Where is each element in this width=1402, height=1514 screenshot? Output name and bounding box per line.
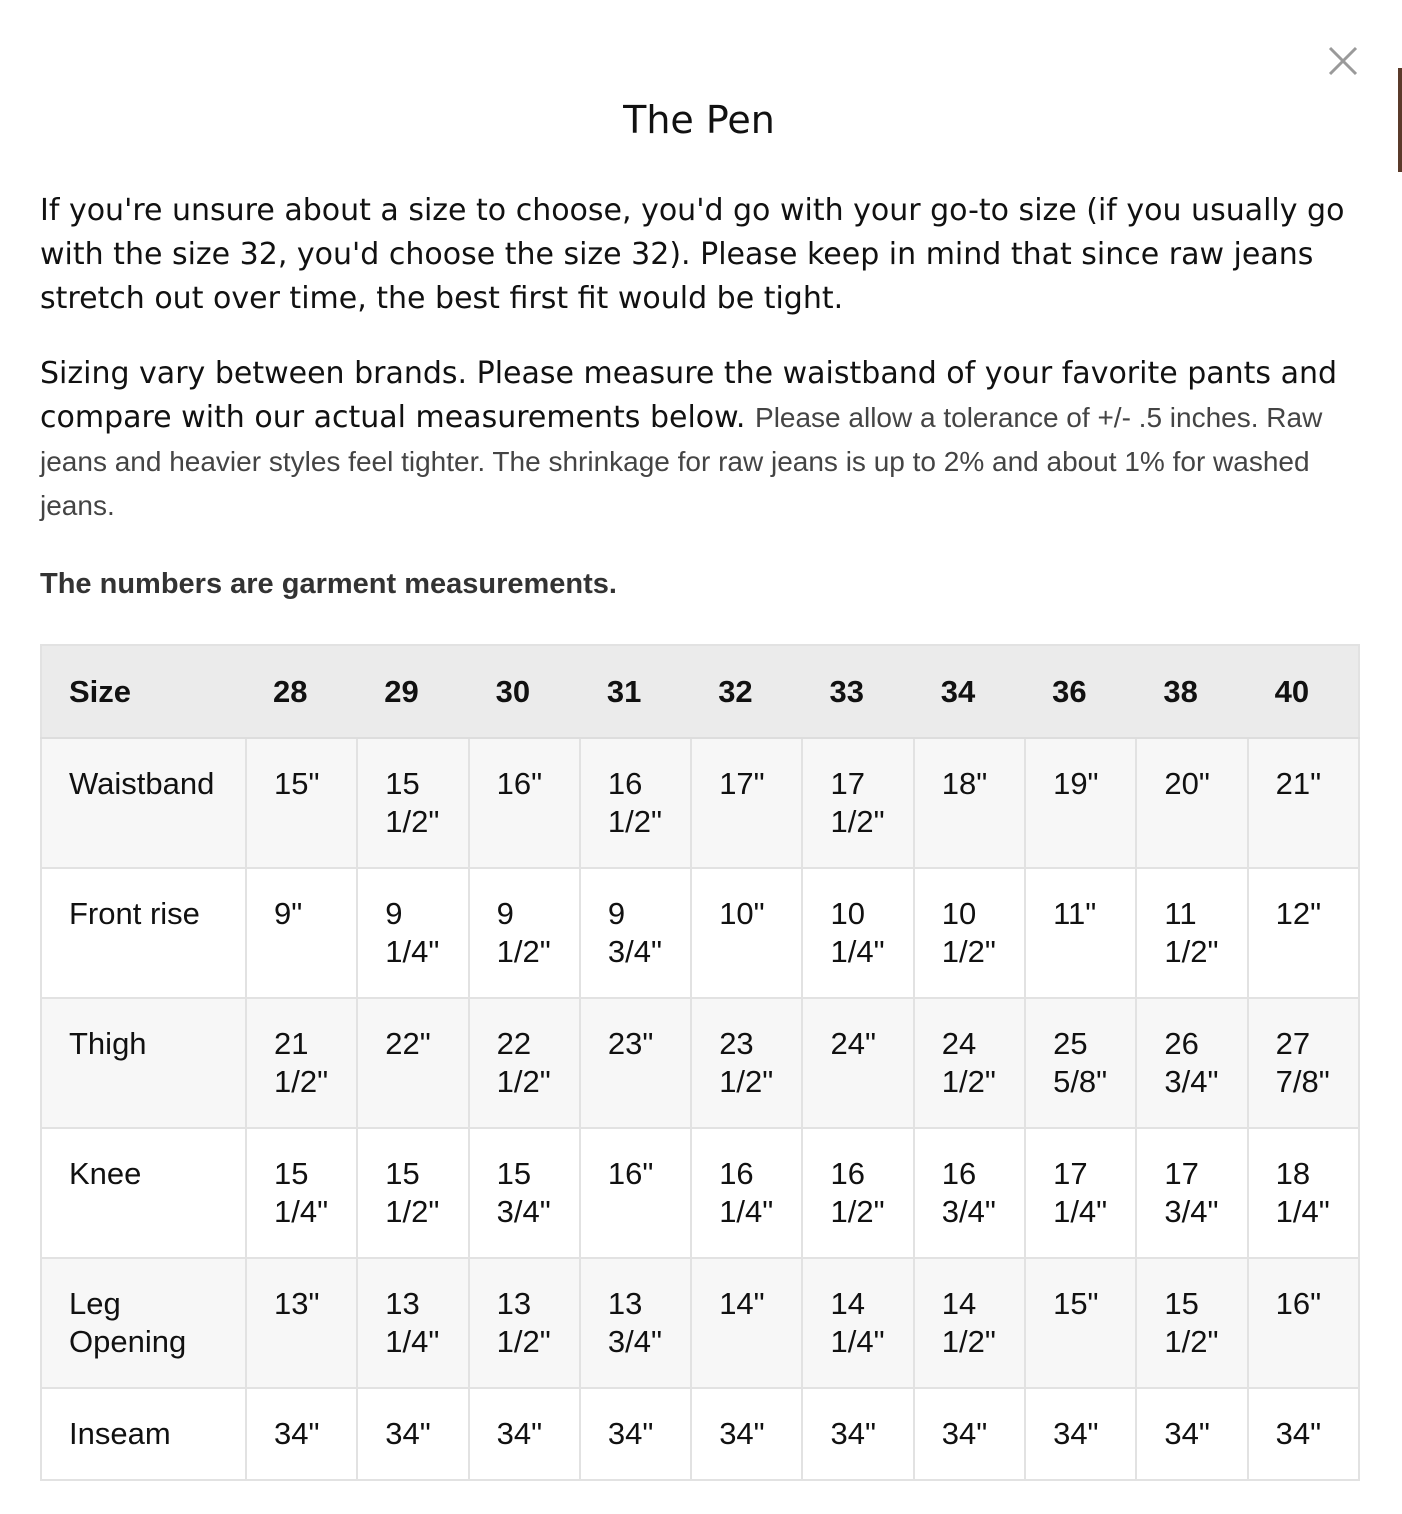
table-cell: 13 1/2"	[469, 1258, 580, 1388]
header-size-29: 29	[357, 645, 468, 738]
table-cell: 16"	[580, 1128, 691, 1258]
header-size-40: 40	[1248, 645, 1359, 738]
table-cell: 22 1/2"	[469, 998, 580, 1128]
table-cell: 16"	[1248, 1258, 1359, 1388]
table-cell: 13 1/4"	[357, 1258, 468, 1388]
sizing-advice-paragraph: If you're unsure about a size to choose, you'd go with your go-to size (if you usually go with the size 32, you'd choose the size 32). Please keep in mind that since raw jeans stretch out over time, the best first fit would be tight.	[40, 193, 1345, 316]
table-cell: 14 1/4"	[802, 1258, 913, 1388]
table-cell: 9"	[246, 868, 357, 998]
table-cell: 27 7/8"	[1248, 998, 1359, 1128]
table-cell: 13"	[246, 1258, 357, 1388]
table-cell: 11 1/2"	[1136, 868, 1247, 998]
header-size-33: 33	[802, 645, 913, 738]
table-cell: 18"	[914, 738, 1025, 868]
close-button[interactable]	[1326, 44, 1360, 78]
table-cell: 17 1/2"	[802, 738, 913, 868]
table-cell: 15 1/2"	[1136, 1258, 1247, 1388]
table-cell: 25 5/8"	[1025, 998, 1136, 1128]
table-cell: 10 1/4"	[802, 868, 913, 998]
table-cell: 10 1/2"	[914, 868, 1025, 998]
row-label: Front rise	[41, 868, 246, 998]
measurement-instructions: Sizing vary between brands. Please measure the waistband of your favorite pants and compare with our actual measurements below.	[40, 356, 1338, 435]
table-cell: 34"	[1248, 1388, 1359, 1480]
table-cell: 11"	[1025, 868, 1136, 998]
table-row-thigh	[41, 998, 1359, 1128]
table-cell: 34"	[691, 1388, 802, 1480]
table-cell: 34"	[469, 1388, 580, 1480]
table-row-leg-opening	[41, 1258, 1359, 1388]
table-cell: 15"	[1025, 1258, 1136, 1388]
table-cell: 16 1/2"	[802, 1128, 913, 1258]
table-cell: 15"	[246, 738, 357, 868]
row-label: Inseam	[41, 1388, 246, 1480]
table-cell: 14"	[691, 1258, 802, 1388]
header-size-28: 28	[246, 645, 357, 738]
table-cell: 14 1/2"	[914, 1258, 1025, 1388]
garment-measurements-note: The numbers are garment measurements.	[40, 568, 617, 600]
table-cell: 34"	[580, 1388, 691, 1480]
table-cell: 22"	[357, 998, 468, 1128]
tolerance-note: Please allow a tolerance of +/- .5 inches. Raw jeans and heavier styles feel tighter. The shrinkage for raw jeans is up to 2% and about 1% for washed jeans.	[40, 402, 1323, 521]
table-cell: 15 1/4"	[246, 1128, 357, 1258]
table-cell: 17"	[691, 738, 802, 868]
table-row-front-rise	[41, 868, 1359, 998]
table-cell: 9 1/2"	[469, 868, 580, 998]
background-edge	[1398, 68, 1402, 172]
table-cell: 24 1/2"	[914, 998, 1025, 1128]
table-cell: 9 3/4"	[580, 868, 691, 998]
table-cell: 20"	[1136, 738, 1247, 868]
header-size-36: 36	[1025, 645, 1136, 738]
table-cell: 16 1/4"	[691, 1128, 802, 1258]
table-cell: 23 1/2"	[691, 998, 802, 1128]
table-cell: 34"	[246, 1388, 357, 1480]
header-size-31: 31	[580, 645, 691, 738]
header-size-34: 34	[914, 645, 1025, 738]
header-size: Size	[41, 645, 246, 738]
table-cell: 13 3/4"	[580, 1258, 691, 1388]
table-cell: 15 1/2"	[357, 1128, 468, 1258]
table-cell: 34"	[357, 1388, 468, 1480]
row-label: Thigh	[41, 998, 246, 1128]
table-row-knee	[41, 1128, 1359, 1258]
row-label: Waistband	[41, 738, 246, 868]
header-size-38: 38	[1136, 645, 1247, 738]
table-cell: 10"	[691, 868, 802, 998]
table-cell: 19"	[1025, 738, 1136, 868]
modal-title: The Pen	[623, 98, 775, 142]
table-cell: 17 3/4"	[1136, 1128, 1247, 1258]
row-label: Knee	[41, 1128, 246, 1258]
table-cell: 17 1/4"	[1025, 1128, 1136, 1258]
table-cell: 34"	[1136, 1388, 1247, 1480]
table-cell: 9 1/4"	[357, 868, 468, 998]
table-cell: 16"	[469, 738, 580, 868]
close-icon	[1326, 44, 1360, 78]
table-cell: 24"	[802, 998, 913, 1128]
table-cell: 15 3/4"	[469, 1128, 580, 1258]
size-chart-table	[40, 644, 1360, 1481]
table-cell: 26 3/4"	[1136, 998, 1247, 1128]
table-cell: 23"	[580, 998, 691, 1128]
row-label: Leg Opening	[41, 1258, 246, 1388]
table-cell: 15 1/2"	[357, 738, 468, 868]
table-cell: 16 3/4"	[914, 1128, 1025, 1258]
table-cell: 21"	[1248, 738, 1359, 868]
table-cell: 12"	[1248, 868, 1359, 998]
table-cell: 34"	[914, 1388, 1025, 1480]
table-cell: 21 1/2"	[246, 998, 357, 1128]
header-size-32: 32	[691, 645, 802, 738]
table-row-waistband	[41, 738, 1359, 868]
table-cell: 18 1/4"	[1248, 1128, 1359, 1258]
table-cell: 16 1/2"	[580, 738, 691, 868]
table-header-row	[41, 645, 1359, 738]
measurement-paragraph	[40, 352, 1370, 528]
header-size-30: 30	[469, 645, 580, 738]
table-row-inseam	[41, 1388, 1359, 1480]
table-cell: 34"	[1025, 1388, 1136, 1480]
table-cell: 34"	[802, 1388, 913, 1480]
